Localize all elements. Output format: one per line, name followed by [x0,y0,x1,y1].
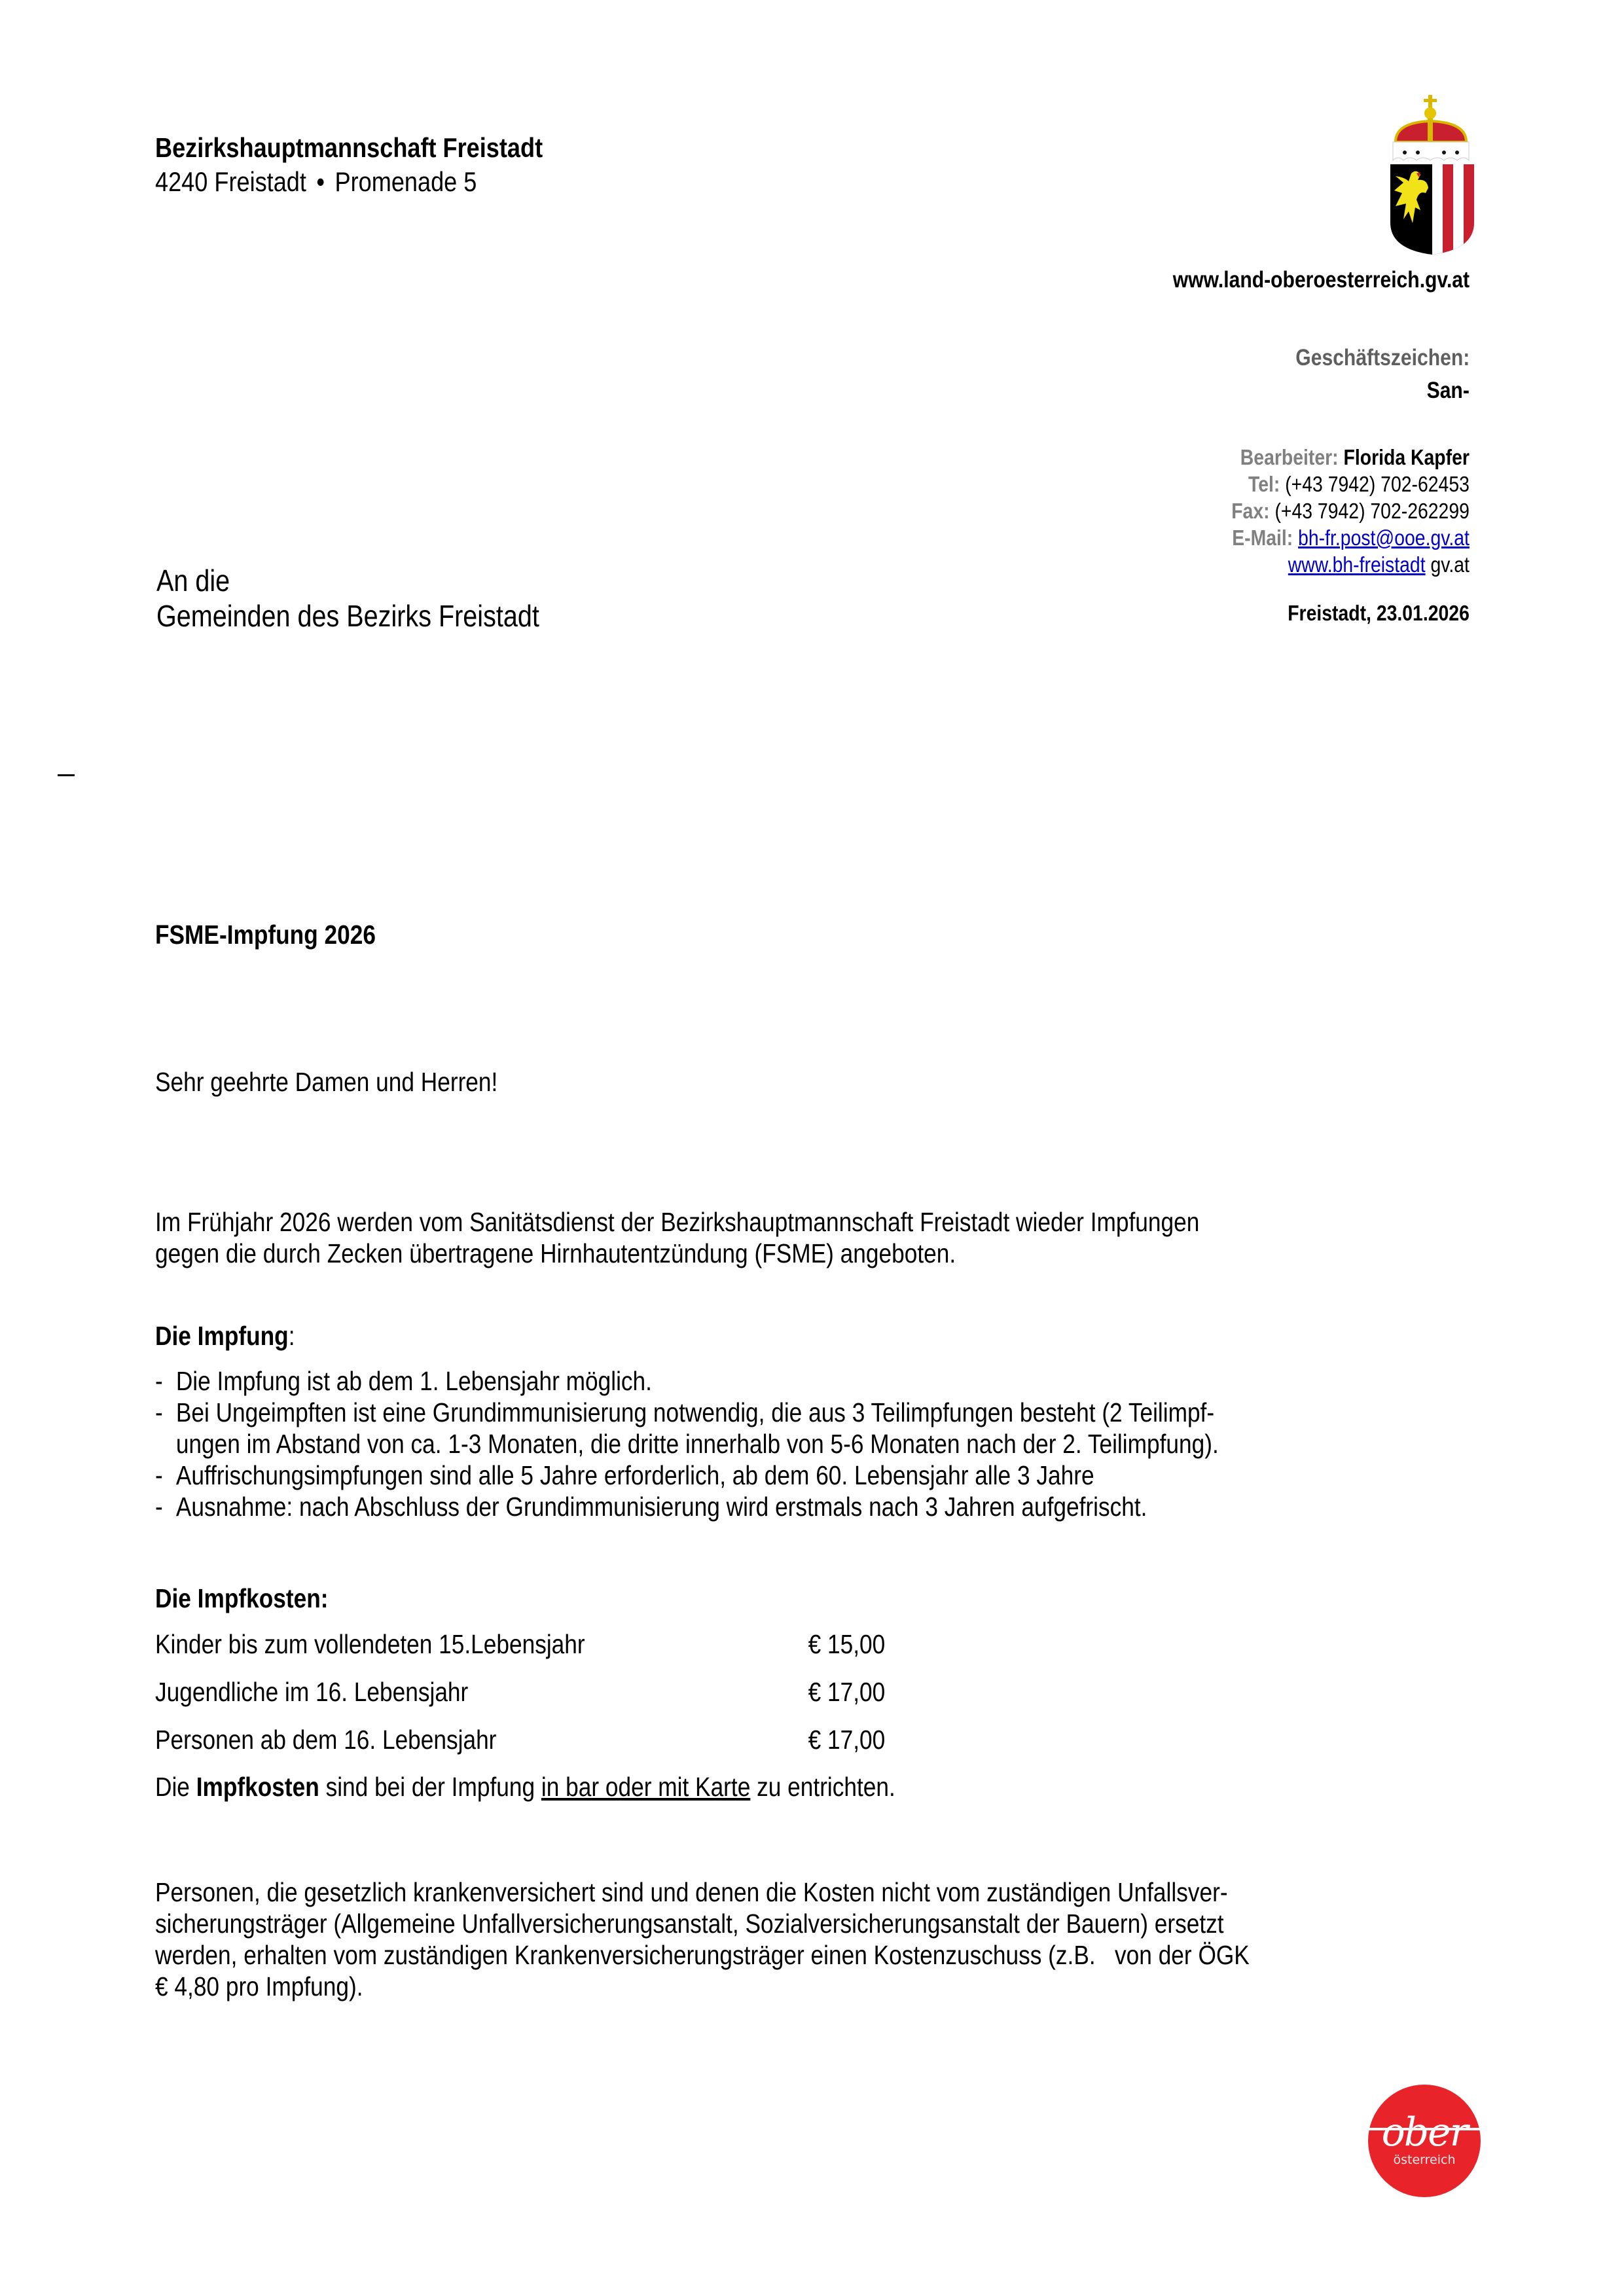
bh-website-link[interactable]: www.bh-freistadt [1288,552,1426,577]
bullet-dash: - [155,1366,163,1396]
bullet-dash: - [155,1460,163,1490]
bullet-dash: - [155,1397,163,1427]
cost-row [155,1725,943,1755]
street: Promenade 5 [334,166,477,197]
upper-austria-coat-of-arms-icon [1386,95,1478,255]
payment-bold: Impfkosten [196,1772,319,1802]
handler-line [1231,444,1470,471]
cost-row [155,1629,943,1660]
cost-price: € 15,00 [808,1629,886,1659]
list-item [155,1397,1219,1460]
fold-mark [58,774,75,776]
organization-address [155,166,477,198]
cost-row [155,1677,943,1708]
recipient-address [156,563,539,634]
list-item-text: Ausnahme: nach Abschluss der Grundimmunisierung wird erstmals nach 3 Jahren aufgefrischt. [175,1492,1147,1522]
payment-middle: sind bei der Impfung [319,1772,541,1802]
list-item-text: Auffrischungsimpfungen sind alle 5 Jahre erforderlich, ab dem 60. Lebensjahr alle 3 Jahre [175,1460,1094,1490]
payment-methods: in bar oder mit Karte [541,1772,751,1802]
costs-heading: Die Impfkosten: [155,1583,329,1613]
contact-block [1231,444,1470,578]
email-link[interactable]: bh-fr.post@ooe.gv.at [1298,526,1470,550]
cost-label: Kinder bis zum vollendeten 15.Lebensjahr [155,1629,585,1659]
logo-word: ober [1381,2109,1468,2155]
list-item-text-continued: ungen im Abstand von ca. 1-3 Monaten, die dritte innerhalb von 5-6 Monaten nach der 2. Teilimpfung). [175,1429,1219,1459]
state-website: www.land-oberoesterreich.gv.at [1172,267,1470,293]
subsidy-line-4: € 4,80 pro Impfung). [155,1971,363,2001]
vaccination-list [155,1365,1219,1522]
handler-label: Bearbeiter: [1240,445,1339,469]
list-item [155,1491,1219,1522]
recipient-line-1: An die [156,564,230,598]
organization-name: Bezirkshauptmannschaft Freistadt [155,132,543,163]
fax-line [1231,497,1470,524]
reference-value: San- [1426,378,1470,403]
bullet-dash: - [155,1492,163,1522]
email-label: E-Mail: [1232,526,1293,550]
fax-label: Fax: [1231,499,1270,523]
tel-label: Tel: [1248,472,1280,496]
cost-label: Personen ab dem 16. Lebensjahr [155,1725,497,1755]
payment-prefix: Die [155,1772,196,1802]
letter-subject: FSME-Impfung 2026 [155,920,376,950]
salutation: Sehr geehrte Damen und Herren! [155,1067,498,1097]
payment-suffix: zu entrichten. [750,1772,895,1802]
list-item-text: Bei Ungeimpften ist eine Grundimmunisierung notwendig, die aus 3 Teilimpfungen besteht (2 Teilimpf- [175,1397,1215,1427]
vaccination-heading-colon: : [288,1321,295,1351]
tel-line [1231,471,1470,497]
intro-paragraph [155,1206,1199,1269]
fax-value: (+43 7942) 702-262299 [1274,499,1470,523]
web-suffix: gv.at [1425,552,1470,577]
cost-price: € 17,00 [808,1677,886,1707]
reference-label: Geschäftszeichen: [1295,345,1470,370]
vaccination-heading [155,1320,295,1352]
oberoesterreich-logo-icon [1368,2085,1481,2197]
tel-value: (+43 7942) 702-62453 [1285,472,1470,496]
recipient-line-2: Gemeinden des Bezirks Freistadt [156,599,539,633]
cost-price: € 17,00 [808,1725,886,1755]
intro-line-1: Im Frühjahr 2026 werden vom Sanitätsdienst der Bezirkshauptmannschaft Freistadt wieder Impfungen [155,1207,1200,1237]
list-item [155,1460,1219,1491]
subsidy-line-3: werden, erhalten vom zuständigen Krankenversicherungsträger einen Kostenzuschuss (z.B. von der ÖGK [155,1940,1250,1970]
email-line [1231,524,1470,551]
subsidy-line-1: Personen, die gesetzlich krankenversichert sind und denen die Kosten nicht vom zuständigen Unfallsver- [155,1877,1228,1907]
handler-name: Florida Kapfer [1343,445,1470,469]
cost-label: Jugendliche im 16. Lebensjahr [155,1677,469,1707]
subsidy-line-2: sicherungsträger (Allgemeine Unfallversicherungsanstalt, Sozialversicherungsanstalt der Bauern) ersetzt [155,1909,1224,1939]
vaccination-heading-text: Die Impfung [155,1321,289,1351]
address-separator: • [316,166,325,197]
web-line [1231,551,1470,578]
subsidy-paragraph [155,1876,1250,2002]
list-item-text: Die Impfung ist ab dem 1. Lebensjahr möglich. [175,1366,652,1396]
list-item [155,1365,1219,1397]
payment-note [155,1771,895,1803]
postal-code-city: 4240 Freistadt [155,166,306,197]
letter-date: Freistadt, 23.01.2026 [1288,601,1470,625]
intro-line-2: gegen die durch Zecken übertragene Hirnhautentzündung (FSME) angeboten. [155,1238,956,1268]
logo-subtitle: österreich [1393,2153,1456,2167]
